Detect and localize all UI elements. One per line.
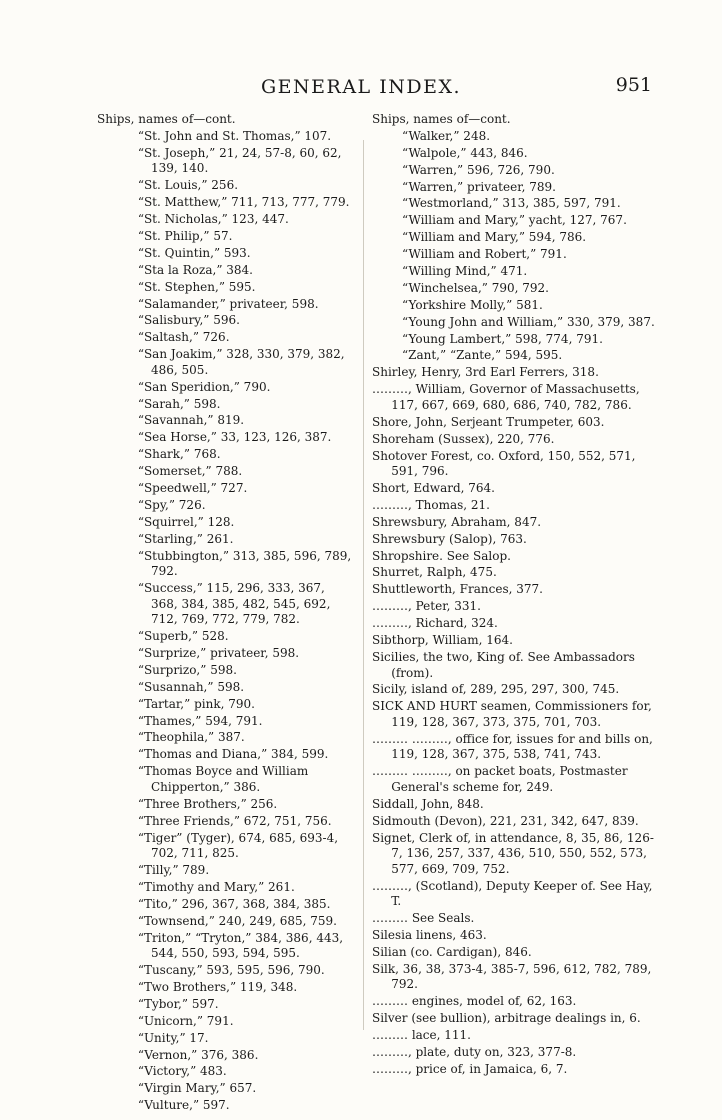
index-entry: Sidmouth (Devon), 221, 231, 342, 647, 839. <box>372 813 639 828</box>
index-entry: “Walker,” 248. <box>402 128 491 143</box>
index-entry: “Success,” 115, 296, 333, 367, 368, 384, 385, 482, 545, 692, 712, 769, 772, 779, 782. <box>137 581 331 627</box>
index-entry: “Unicorn,” 791. <box>137 1013 234 1028</box>
index-entry: “St. Louis,” 256. <box>137 178 239 193</box>
index-entry: “Yorkshire Molly,” 581. <box>402 297 543 312</box>
index-entry: Sicily, island of, 289, 295, 297, 300, 745. <box>372 682 620 697</box>
index-entry: Sicilies, the two, King of. See Ambassadors (from). <box>372 649 635 680</box>
index-entry: “Sta la Roza,” 384. <box>137 262 253 277</box>
index-heading: Ships, names of—cont. <box>97 112 236 126</box>
index-entry: “Thomas Boyce and William Chipperton,” 386. <box>137 764 309 794</box>
index-entry: “William and Mary,” 594, 786. <box>402 230 587 245</box>
index-entry: “Stubbington,” 313, 385, 596, 789, 792. <box>137 548 352 579</box>
index-entry: “Victory,” 483. <box>137 1064 227 1079</box>
index-entry: “Thomas and Diana,” 384, 599. <box>137 747 329 762</box>
page-number: 951 <box>615 74 652 96</box>
index-entry: “Warren,” 596, 726, 790. <box>402 162 555 177</box>
index-entry: “Tilly,” 789. <box>137 863 210 877</box>
index-entry: “St. Stephen,” 595. <box>137 279 256 294</box>
index-entry: “Theophila,” 387. <box>137 730 245 745</box>
index-entry: “William and Robert,” 791. <box>402 247 567 262</box>
index-entry: “Salamander,” privateer, 598. <box>137 296 319 311</box>
index-entry: “St. Quintin,” 593. <box>137 245 251 260</box>
index-entry: Siddall, John, 848. <box>372 796 484 811</box>
index-entry: Sibthorp, William, 164. <box>372 633 513 648</box>
index-entry: Silk, 36, 38, 373-4, 385-7, 596, 612, 782, 789, 792. <box>372 961 652 992</box>
index-entry: “San Speridion,” 790. <box>137 379 271 394</box>
index-entry: Short, Edward, 764. <box>372 481 495 495</box>
index-entry: “Vernon,” 376, 386. <box>137 1047 259 1062</box>
left-entries <box>97 129 355 1114</box>
index-entry: “Tito,” 296, 367, 368, 384, 385. <box>137 896 331 911</box>
index-entry: “Young John and William,” 330, 379, 387. <box>402 314 655 329</box>
page-header <box>0 70 722 100</box>
index-entry: “St. Joseph,” 21, 24, 57-8, 60, 62, 139, 140. <box>137 145 342 176</box>
index-entry: “Savannah,” 819. <box>137 413 245 428</box>
index-entry: “Surprize,” privateer, 598. <box>137 646 300 661</box>
index-entry: “Somerset,” 788. <box>137 464 243 479</box>
index-entry: ………, Peter, 331. <box>372 599 481 614</box>
right-column <box>372 112 660 1079</box>
index-entry: Silian (co. Cardigan), 846. <box>372 944 532 959</box>
index-entry: “Unity,” 17. <box>137 1030 209 1045</box>
index-entry: “Three Brothers,” 256. <box>137 796 278 811</box>
index-entry: ……… ………, on packet boats, Postmaster General's scheme for, 249. <box>372 764 628 794</box>
index-entry: “Triton,” “Tryton,” 384, 386, 443, 544, 550, 593, 594, 595. <box>137 930 344 961</box>
index-entry: “William and Mary,” yacht, 127, 767. <box>402 213 627 228</box>
index-entry: Shropshire. See Salop. <box>372 548 511 563</box>
index-entry: “Virgin Mary,” 657. <box>137 1081 257 1096</box>
index-entry: “Walpole,” 443, 846. <box>402 145 528 160</box>
index-entry: Shurret, Ralph, 475. <box>372 565 497 580</box>
index-entry: Shore, John, Serjeant Trumpeter, 603. <box>372 414 605 429</box>
index-entry: “Young Lambert,” 598, 774, 791. <box>402 331 603 346</box>
index-entry: “St. Matthew,” 711, 713, 777, 779. <box>137 195 350 210</box>
index-entry: ……… See Seals. <box>372 911 475 926</box>
index-entry: “Starling,” 261. <box>137 531 234 546</box>
index-entry: “Timothy and Mary,” 261. <box>137 879 295 894</box>
index-entry: “St. John and St. Thomas,” 107. <box>137 128 332 143</box>
right-ship-entries <box>372 129 660 364</box>
index-entry: ……… lace, 111. <box>372 1028 471 1043</box>
index-entry: “Townsend,” 240, 249, 685, 759. <box>137 913 337 928</box>
column-divider <box>363 140 364 1030</box>
index-entry: Shrewsbury, Abraham, 847. <box>372 514 542 529</box>
index-entry: Signet, Clerk of, in attendance, 8, 35, 86, 126-7, 136, 257, 337, 436, 510, 550, 552, 573, 577, 669, 709, 752. <box>372 830 654 876</box>
index-entry: “St. Philip,” 57. <box>137 228 233 243</box>
index-heading: Ships, names of—cont. <box>372 112 511 126</box>
index-entry: “Superb,” 528. <box>137 629 229 644</box>
index-entry: “Zant,” “Zante,” 594, 595. <box>402 348 563 363</box>
index-entry: “St. Nicholas,” 123, 447. <box>137 212 289 227</box>
index-entry: “Vulture,” 597. <box>137 1098 230 1113</box>
index-entry: “San Joakim,” 328, 330, 379, 382, 486, 505. <box>137 347 345 377</box>
index-entry: ……… ………, office for, issues for and bills on, 119, 128, 367, 375, 538, 741, 743. <box>372 731 653 762</box>
running-title: GENERAL INDEX. <box>260 76 462 98</box>
index-entry: ………, William, Governor of Massachusetts, 117, 667, 669, 680, 686, 740, 782, 786. <box>372 382 640 412</box>
index-entry: “Warren,” privateer, 789. <box>402 179 556 194</box>
index-entry: Silver (see bullion), arbitrage dealings in, 6. <box>372 1011 641 1026</box>
index-entry: ………, plate, duty on, 323, 377-8. <box>372 1044 577 1059</box>
index-entry: “Winchelsea,” 790, 792. <box>402 280 549 295</box>
index-entry: “Susannah,” 598. <box>137 679 245 694</box>
index-entry: “Willing Mind,” 471. <box>402 264 528 279</box>
index-entry: ………, Richard, 324. <box>372 616 498 631</box>
index-entry: “Tiger” (Tyger), 674, 685, 693-4, 702, 711, 825. <box>137 830 339 861</box>
index-entry: “Squirrel,” 128. <box>137 514 235 529</box>
right-entries <box>372 365 660 1077</box>
index-entry: Shoreham (Sussex), 220, 776. <box>372 431 555 446</box>
index-entry: ……… engines, model of, 62, 163. <box>372 994 577 1009</box>
index-entry: “Salisbury,” 596. <box>137 313 240 328</box>
index-entry: “Surprizo,” 598. <box>137 662 237 677</box>
index-entry: “Westmorland,” 313, 385, 597, 791. <box>402 196 621 211</box>
index-entry: Shotover Forest, co. Oxford, 150, 552, 571, 591, 796. <box>372 448 636 479</box>
index-entry: “Sea Horse,” 33, 123, 126, 387. <box>137 430 332 445</box>
index-entry: SICK AND HURT seamen, Commissioners for, 119, 128, 367, 373, 375, 701, 703. <box>372 699 652 729</box>
index-entry: “Two Brothers,” 119, 348. <box>137 979 298 994</box>
left-column <box>97 112 355 1115</box>
index-entry: ………, price of, in Jamaica, 6, 7. <box>372 1061 568 1076</box>
index-entry: “Tartar,” pink, 790. <box>137 696 255 711</box>
index-entry: ………, (Scotland), Deputy Keeper of. See Hay, T. <box>372 878 653 909</box>
index-entry: “Spy,” 726. <box>137 497 206 512</box>
index-entry: ………, Thomas, 21. <box>372 497 490 512</box>
index-entry: “Tuscany,” 593, 595, 596, 790. <box>137 963 325 978</box>
index-entry: “Sarah,” 598. <box>137 396 221 411</box>
index-entry: “Shark,” 768. <box>137 447 221 462</box>
index-entry: Shirley, Henry, 3rd Earl Ferrers, 318. <box>372 365 599 380</box>
index-entry: “Tybor,” 597. <box>137 996 219 1011</box>
index-entry: “Speedwell,” 727. <box>137 481 248 495</box>
index-entry: “Three Friends,” 672, 751, 756. <box>137 813 332 828</box>
index-entry: “Saltash,” 726. <box>137 330 230 345</box>
index-entry: Shrewsbury (Salop), 763. <box>372 531 527 546</box>
index-entry: Shuttleworth, Frances, 377. <box>372 582 543 597</box>
index-entry: Silesia linens, 463. <box>372 927 487 942</box>
index-entry: “Thames,” 594, 791. <box>137 713 263 728</box>
